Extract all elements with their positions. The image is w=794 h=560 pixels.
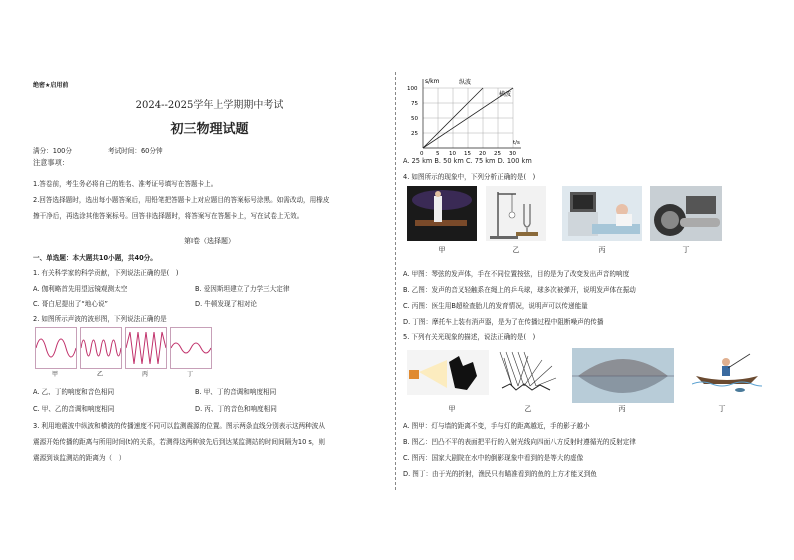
x-tick-30: 30 bbox=[509, 151, 516, 156]
secret-mark: 绝密★启用前 bbox=[33, 82, 69, 89]
illustration-fisherman bbox=[692, 348, 762, 393]
x-tick-15: 15 bbox=[464, 151, 471, 156]
q4-label-jia: 甲 bbox=[438, 246, 446, 254]
q4-option-a: A. 甲图：琴弦的发声体，手在不同位置按弦，目的是为了改变发出声音的响度 bbox=[403, 270, 630, 278]
q4-label-yi: 乙 bbox=[512, 246, 520, 254]
full-score: 满分：100分 bbox=[33, 147, 72, 155]
q5-label-bing: 丙 bbox=[618, 405, 626, 413]
q5-stem: 5. 下列有关光现象的描述，说法正确的是( ) bbox=[403, 333, 536, 341]
section-title: 第Ⅰ卷（选择题） bbox=[183, 237, 236, 245]
wave-label-bing: 丙 bbox=[141, 371, 148, 378]
q4-option-c: C. 丙图：医生用B超检查胎儿的发育情况，说明声可以传递能量 bbox=[403, 302, 588, 310]
q5-label-jia: 甲 bbox=[448, 405, 456, 413]
q1-option-d: D. 牛顿发现了相对论 bbox=[195, 300, 258, 308]
q4-stem: 4. 如图所示的现象中，下列分析正确的是( ) bbox=[403, 173, 536, 181]
q2-option-d: D. 丙、丁的音色和响度相同 bbox=[195, 405, 277, 413]
q4-option-d: D. 丁图：摩托车上装有消声器，是为了在传播过程中阻断噪声的传播 bbox=[403, 318, 604, 326]
q5-label-yi: 乙 bbox=[524, 405, 532, 413]
exam-title: 2024--2025学年上学期期中考试 bbox=[135, 100, 284, 111]
wave-label-jia: 甲 bbox=[51, 371, 58, 378]
photo-hand-shadow bbox=[407, 350, 489, 395]
x-tick-0: 0 bbox=[420, 151, 424, 156]
q5-option-a: A. 图甲：灯与墙的距离不变，手与灯的距离越近，手的影子越小 bbox=[403, 422, 590, 430]
q3-line-3: 震源到该监测站的距离为（ ） bbox=[33, 454, 126, 462]
photo-grand-theatre-reflection bbox=[572, 348, 674, 403]
q4-label-bing: 丙 bbox=[598, 246, 606, 254]
y-tick-100: 100 bbox=[407, 86, 418, 92]
x-tick-20: 20 bbox=[479, 151, 486, 156]
q5-option-b: B. 图乙：凹凸不平的表面把平行的入射光线向四面八方反射时遵循光的反射定律 bbox=[403, 438, 636, 446]
x-tick-5: 5 bbox=[436, 151, 440, 156]
note-2b: 擦干净后，再选涂其他答案标号。回答非选择题时，将答案写在答题卡上，写在试卷上无效。 bbox=[33, 212, 304, 220]
graph-xlabel: t/s bbox=[513, 140, 520, 146]
note-2a: 2.回答选择题时，选出每小题答案后，用铅笔把答题卡上对应题目的答案标号涂黑。如需改动，用橡皮 bbox=[33, 196, 330, 204]
y-tick-75: 75 bbox=[411, 101, 418, 107]
series-label-transverse: 横波 bbox=[499, 91, 512, 98]
photo-guzheng bbox=[407, 186, 477, 241]
y-tick-25: 25 bbox=[411, 131, 418, 137]
photo-motorcycle-muffler bbox=[650, 186, 722, 241]
exam-time: 考试时间：60分钟 bbox=[108, 147, 163, 155]
y-tick-50: 50 bbox=[411, 116, 418, 122]
q2-stem: 2. 如图所示声波的波形图，下列说法正确的是 bbox=[33, 315, 167, 323]
wave-label-yi: 乙 bbox=[96, 371, 103, 378]
q1-option-b: B. 爱因斯坦建立了力学三大定律 bbox=[195, 285, 290, 293]
x-tick-10: 10 bbox=[449, 151, 456, 156]
q4-option-b: B. 乙图：发声的音叉轻触系在绳上的乒乓球，球多次被弹开，说明发声体在振动 bbox=[403, 286, 636, 294]
graph-ylabel: s/km bbox=[425, 78, 440, 85]
column-divider bbox=[395, 72, 396, 490]
diagram-diffuse-reflection bbox=[494, 348, 560, 398]
q5-option-d: D. 图丁：由于光的折射，渔民只有瞄准看到的鱼的上方才能叉到鱼 bbox=[403, 470, 597, 478]
wave-label-ding: 丁 bbox=[186, 371, 193, 378]
photo-tuning-fork bbox=[486, 186, 546, 241]
x-tick-25: 25 bbox=[494, 151, 501, 156]
q1-stem: 1. 有关科学家的科学贡献，下列说法正确的是( ) bbox=[33, 269, 179, 277]
waveform-bing bbox=[125, 327, 167, 369]
q3-options: A. 25 km B. 50 km C. 75 km D. 100 km bbox=[403, 157, 532, 165]
q3-line-1: 3. 利用地震波中纵波和横波的传播速度不同可以监测震源的位置。图示两条直线分别表示这两种波从 bbox=[33, 422, 325, 430]
q2-option-a: A. 乙、丁的响度和音色相同 bbox=[33, 388, 115, 396]
q3-line-2: 震源开始传播的距离与所用时间(t)的关系，若测得这两种波先后到达某监测站的时间间隔为10 s，则 bbox=[33, 438, 325, 446]
wave-distance-graph bbox=[403, 76, 553, 156]
q1-option-c: C. 哥白尼提出了“地心说” bbox=[33, 300, 108, 308]
note-1: 1.答卷前，考生务必将自己的姓名、准考证号填写在答题卡上。 bbox=[33, 180, 218, 188]
q4-label-ding: 丁 bbox=[682, 246, 690, 254]
waveform-yi bbox=[80, 327, 122, 369]
q1-option-a: A. 伽利略首先用望远镜观测太空 bbox=[33, 285, 128, 293]
notes-heading: 注意事项： bbox=[33, 158, 69, 167]
q2-option-b: B. 甲、丁的音调和响度相同 bbox=[195, 388, 277, 396]
waveform-ding bbox=[170, 327, 212, 369]
q5-label-ding: 丁 bbox=[718, 405, 726, 413]
photo-b-ultrasound bbox=[562, 186, 642, 241]
subject-title: 初三物理试题 bbox=[170, 122, 249, 137]
q2-option-c: C. 甲、乙的音调和响度相同 bbox=[33, 405, 115, 413]
section-desc: 一、单选题：本大题共10小题，共40分。 bbox=[33, 254, 157, 262]
q5-option-c: C. 图丙：国家大剧院在水中的倒影现象中看到的是等大的虚像 bbox=[403, 454, 584, 462]
series-label-longitudinal: 纵波 bbox=[459, 79, 472, 86]
waveform-jia bbox=[35, 327, 77, 369]
